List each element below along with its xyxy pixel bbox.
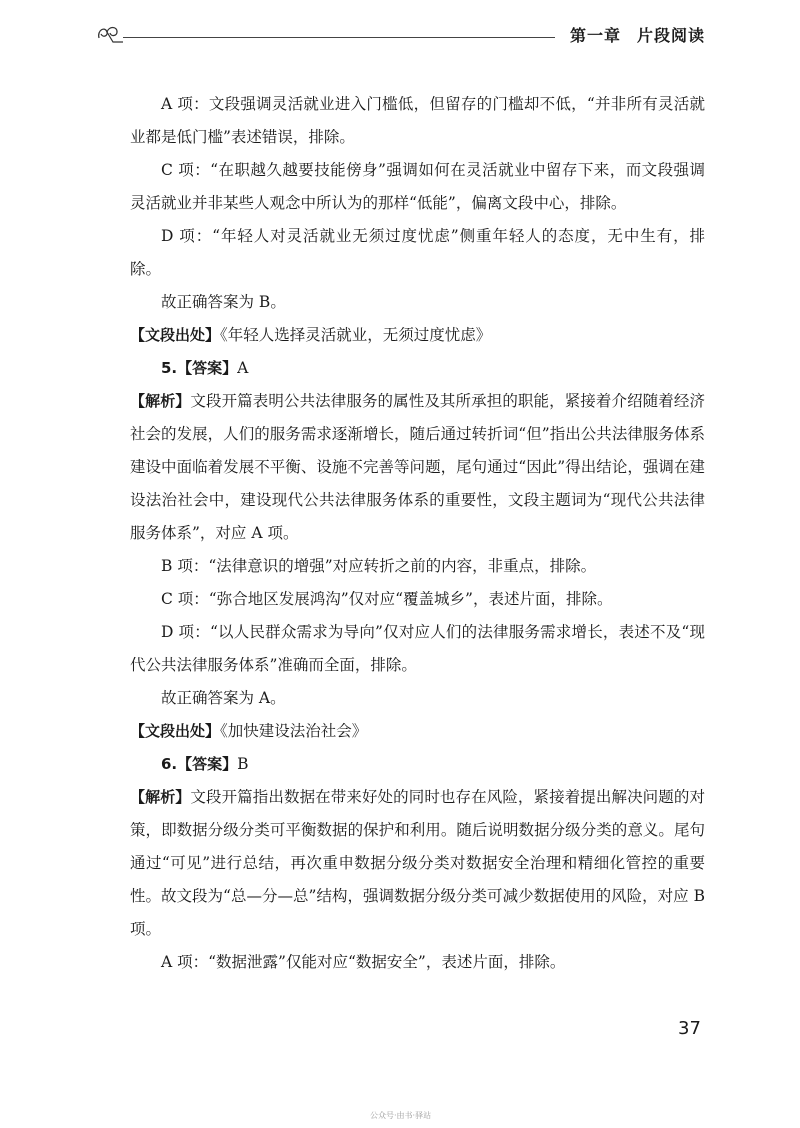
paragraph-text: 故正确答案为 A。 <box>161 689 286 707</box>
paragraph <box>130 220 705 286</box>
paragraph-text: B 项：“法律意识的增强”对应转折之前的内容，非重点，排除。 <box>161 557 597 575</box>
answer-text: B <box>237 755 249 773</box>
answer-explanation-body <box>130 88 705 979</box>
paragraph <box>130 88 705 154</box>
answer-line <box>130 352 705 385</box>
paragraph <box>130 154 705 220</box>
chapter-title <box>570 23 705 46</box>
page-header <box>95 18 705 48</box>
page-number: 37 <box>678 1018 701 1039</box>
analysis-text: 文段开篇表明公共法律服务的属性及其所承担的职能，紧接着介绍随着经济社会的发展，人们的服务需求逐渐增长，随后通过转折词“但”指出公共法律服务体系建设中面临着发展不平衡、设施不完善等问题，尾句通过“因此”得出结论，强调在建设法治社会中，建设现代公共法律服务体系的重要性，文段主题词为“现代公共法律服务体系”，对应 A 项。 <box>130 392 705 542</box>
paragraph-text: A 项：“数据泄露”仅能对应“数据安全”，表述片面，排除。 <box>161 953 566 971</box>
answer-label: 5.【答案】 <box>161 359 238 377</box>
paragraph-text: D 项：“年轻人对灵活就业无须过度忧虑”侧重年轻人的态度，无中生有，排除。 <box>130 227 705 278</box>
paragraph <box>130 583 705 616</box>
scan-watermark: 公众号·由书·驿站 <box>370 1111 432 1120</box>
header-rule <box>123 37 555 38</box>
analysis-paragraph <box>130 385 705 550</box>
paragraph <box>130 616 705 682</box>
paragraph <box>130 550 705 583</box>
source-label: 【文段出处】 <box>130 326 221 344</box>
paragraph-text: D 项：“以人民群众需求为导向”仅对应人们的法律服务需求增长，表述不及“现代公共法律服务体系”准确而全面，排除。 <box>130 623 705 674</box>
section-title: 片段阅读 <box>636 26 705 45</box>
answer-line <box>130 748 705 781</box>
analysis-text: 文段开篇指出数据在带来好处的同时也存在风险，紧接着提出解决问题的对策，即数据分级分类可平衡数据的保护和利用。随后说明数据分级分类的意义。尾句通过“可见”进行总结，再次重申数据分级分类对数据安全治理和精细化管控的重要性。故文段为“总—分—总”结构，强调数据分级分类可减少数据使用的风险，对应 B 项。 <box>130 788 705 938</box>
source-text: 《加快建设法治社会》 <box>220 722 368 740</box>
answer-label: 6.【答案】 <box>161 755 238 773</box>
analysis-paragraph <box>130 781 705 946</box>
chapter-number: 第一章 <box>569 26 621 45</box>
paragraph-text: 故正确答案为 B。 <box>161 293 286 311</box>
analysis-label: 【解析】 <box>130 392 191 410</box>
source-line <box>130 319 705 352</box>
paragraph <box>130 682 705 715</box>
analysis-label: 【解析】 <box>130 788 191 806</box>
paragraph-text: C 项：“弥合地区发展鸿沟”仅对应“覆盖城乡”，表述片面，排除。 <box>161 590 613 608</box>
paragraph <box>130 286 705 319</box>
paragraph <box>130 946 705 979</box>
source-text: 《年轻人选择灵活就业，无须过度忧虑》 <box>220 326 492 344</box>
answer-text: A <box>237 359 249 377</box>
source-label: 【文段出处】 <box>130 722 221 740</box>
paragraph-text: A 项：文段强调灵活就业进入门槛低，但留存的门槛却不低，“并非所有灵活就业都是低门槛”表述错误，排除。 <box>130 95 705 146</box>
leaf-ornament-icon <box>95 22 125 46</box>
source-line <box>130 715 705 748</box>
paragraph-text: C 项：“在职越久越要技能傍身”强调如何在灵活就业中留存下来，而文段强调灵活就业并非某些人观念中所认为的那样“低能”，偏离文段中心，排除。 <box>130 161 705 212</box>
